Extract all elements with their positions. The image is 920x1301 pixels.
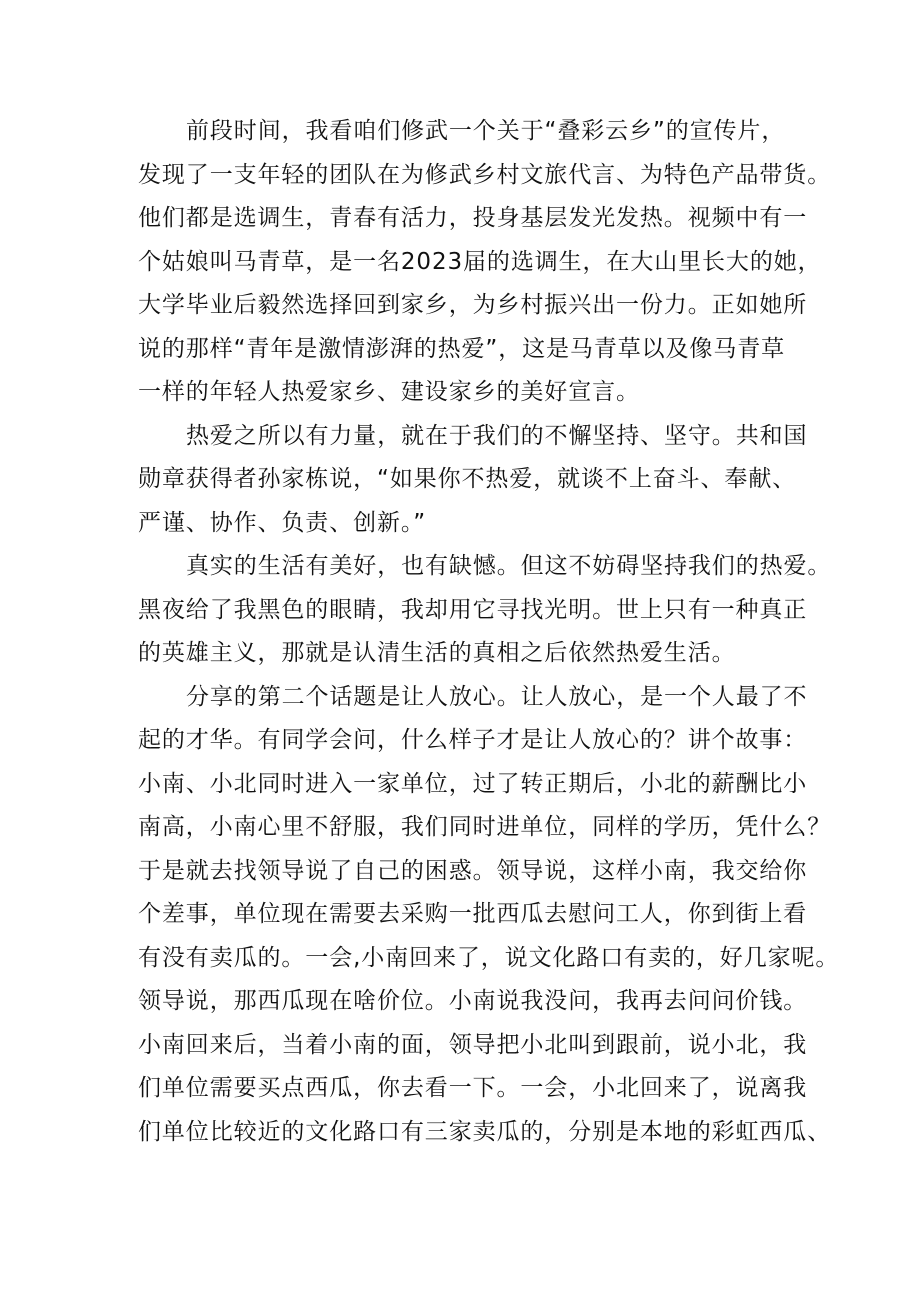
text-line: 南高，小南心里不舒服，我们同时进单位，同样的学历，凭什么？ <box>138 814 832 840</box>
paragraph-2 <box>138 415 818 546</box>
text-line: 发现了一支年轻的团队在为修武乡村文旅代言、为特色产品带货。 <box>138 161 832 188</box>
text-line: 说的那样“青年是激情澎湃的热爱”，这是马青草以及像马青草 <box>138 335 786 362</box>
text-line: 个差事，单位现在需要去采购一批西瓜去慰问工人，你到街上看 <box>138 901 808 927</box>
text-line: 严谨、协作、负责、创新。” <box>138 509 427 536</box>
text-line: 真实的生活有美好，也有缺憾。但这不妨碍坚持我们的热爱。 <box>186 553 832 579</box>
text-line: 有没有卖瓜的。一会,小南回来了，说文化路口有卖的，好几家呢。 <box>138 944 840 971</box>
text-line: 小南回来后，当着小南的面，领导把小北叫到跟前，说小北，我 <box>138 1031 808 1058</box>
text-line: 大学毕业后毅然选择回到家乡，为乡村振兴出一份力。正如她所 <box>138 292 808 318</box>
text-line: 的英雄主义，那就是认清生活的真相之后依然热爱生活。 <box>138 640 736 666</box>
text-line: 热爱之所以有力量，就在于我们的不懈坚持、坚守。共和国 <box>186 422 808 449</box>
text-line: 分享的第二个话题是让人放心。让人放心，是一个人最了不 <box>186 683 808 710</box>
text-line: 他们都是选调生，青春有活力，投身基层发光发热。视频中有一 <box>138 205 808 231</box>
text-line: 们单位比较近的文化路口有三家卖瓜的，分别是本地的彩虹西瓜、 <box>138 1118 832 1145</box>
paragraph-1 <box>138 110 832 415</box>
text-line: 小南、小北同时进入一家单位，过了转正期后，小北的薪酬比小 <box>138 770 808 797</box>
text-line: 个姑娘叫马青草，是一名2023届的选调生，在大山里长大的她， <box>138 248 822 275</box>
text-line: 于是就去找领导说了自己的困惑。领导说，这样小南，我交给你 <box>138 857 808 884</box>
paragraph-4 <box>138 676 840 1155</box>
text-line: 黑夜给了我黑色的眼睛，我却用它寻找光明。世上只有一种真正 <box>138 596 808 623</box>
text-line: 们单位需要买点西瓜，你去看一下。一会，小北回来了，说离我 <box>138 1075 808 1101</box>
text-line: 起的才华。有同学会问，什么样子才是让人放心的？讲个故事： <box>138 727 808 753</box>
text-line: 一样的年轻人热爱家乡、建设家乡的美好宣言。 <box>138 379 640 405</box>
document-body <box>138 110 840 1154</box>
text-line: 勋章获得者孙家栋说，“如果你不热爱，就谈不上奋斗、奉献、 <box>138 466 797 492</box>
paragraph-3 <box>138 545 832 676</box>
text-line: 领导说，那西瓜现在啥价位。小南说我没问，我再去问问价钱。 <box>138 988 808 1014</box>
text-line: 前段时间，我看咱们修武一个关于“叠彩云乡”的宣传片， <box>186 118 786 144</box>
